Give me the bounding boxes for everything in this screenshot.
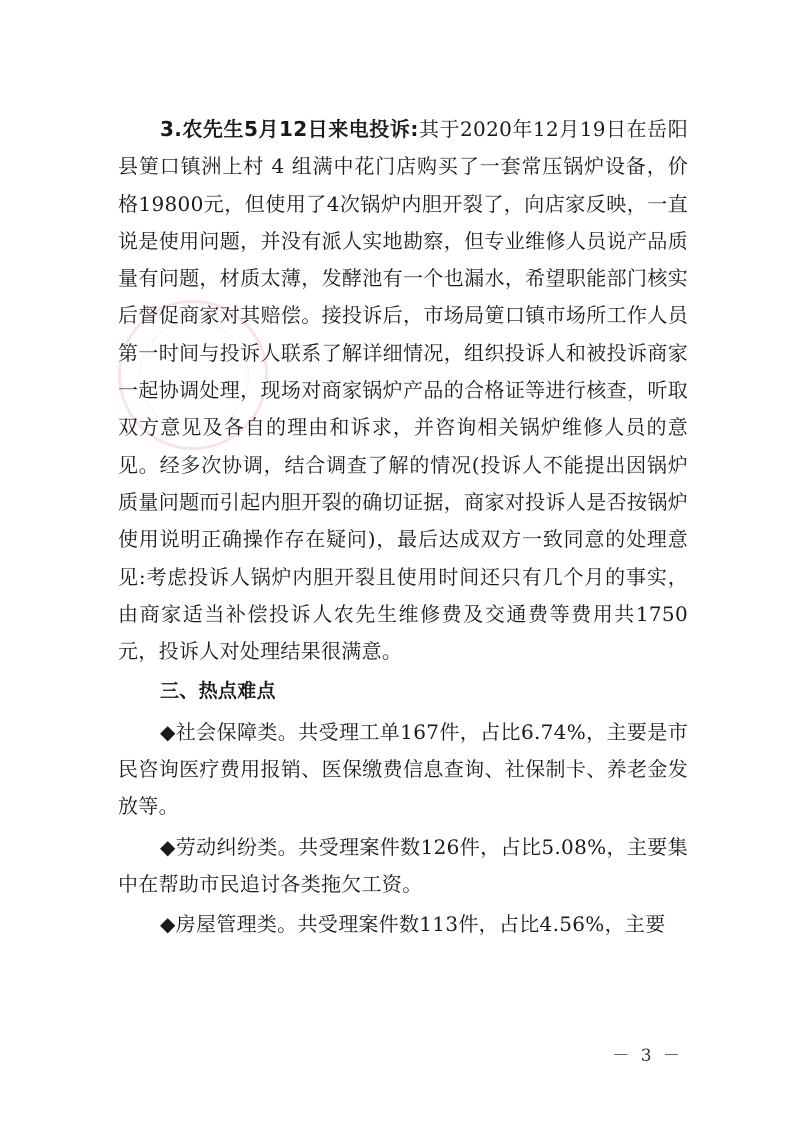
complaint-case-paragraph: [118, 111, 688, 670]
case-detail-text: 其于2020年12月19日在岳阳县筻口镇洲上村 4 组满中花门店购买了一套常压锅炉设备，价格19800元，但使用了4次锅炉内胆开裂了，向店家反映，一直说是使用问题，并没有派人实地勘察，但专业维修人员说产品质量有问题，材质太薄，发酵池有一个也漏水，希望职能部门核实后督促商家对其赔偿。接投诉后，市场局筻口镇市场所工作人员第一时间与投诉人联系了解详细情况，组织投诉人和被投诉商家一起协调处理，现场对商家锅炉产品的合格证等进行核查，听取双方意见及各自的理由和诉求，并咨询相关锅炉维修人员的意见。经多次协调，结合调查了解的情况(投诉人不能提出因锅炉质量问题而引起内胆开裂的确切证据，商家对投诉人是否按锅炉使用说明正确操作存在疑问)，最后达成双方一致同意的处理意见:考虑投诉人锅炉内胆开裂且使用时间还只有几个月的事实，由商家适当补偿投诉人农先生维修费及交通费等费用共1750元，投诉人对处理结果很满意。: [118, 117, 688, 664]
hotspot-social-security-paragraph: ◆社会保障类。共受理工单167件，占比6.74%，主要是市民咨询医疗费用报销、医保缴费信息查询、社保制卡、养老金发放等。: [118, 719, 688, 819]
document-body: [118, 111, 688, 944]
case-lead-title: 3.农先生5月12日来电投诉:: [160, 117, 419, 141]
section-heading: 三、热点难点: [160, 680, 276, 703]
hotspot-labor-dispute-paragraph: ◆劳动纠纷类。共受理案件数126件，占比5.08%，主要集中在帮助市民追讨各类拖欠工资。: [118, 834, 688, 896]
hotspot-housing-paragraph: ◆房屋管理类。共受理案件数113件，占比4.56%，主要: [160, 912, 666, 937]
page-number: － 3 －: [612, 1046, 683, 1066]
